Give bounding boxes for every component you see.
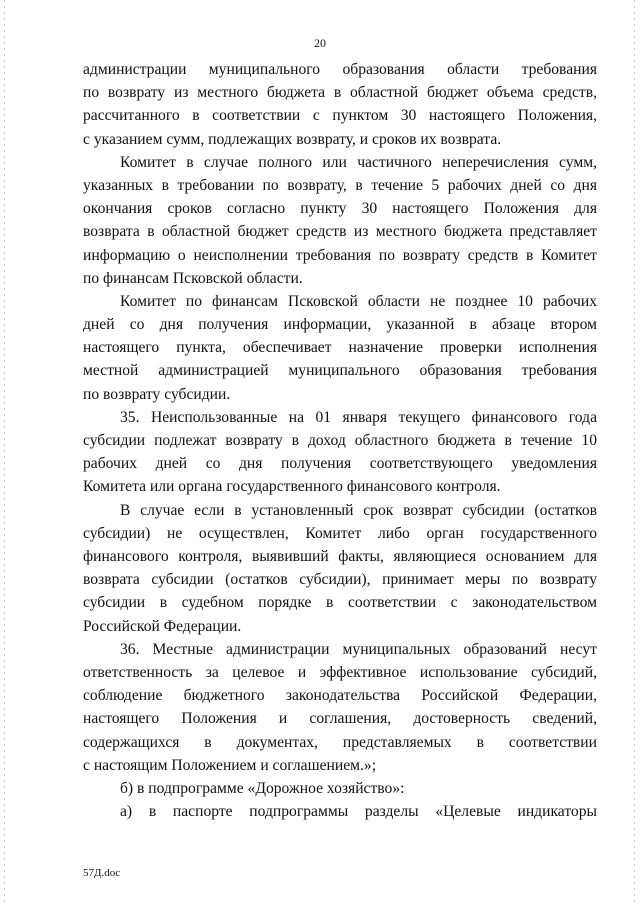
scan-edge-right bbox=[634, 0, 635, 905]
text-line: 36. Местные администрации муниципальных образований несут bbox=[120, 640, 597, 658]
text-line: окончания сроков согласно пункту 30 настоящего Положения для bbox=[83, 200, 597, 218]
text-line: рабочих дней со дня получения соответствующего уведомления bbox=[83, 455, 597, 473]
text-line: б) в подпрограмме «Дорожное хозяйство»: bbox=[120, 779, 405, 797]
footer-filename: 57Д.doc bbox=[83, 867, 121, 879]
page-number: 20 bbox=[314, 36, 326, 50]
text-line: информацию о неисполнении требования по возврату средств в Комитет bbox=[83, 246, 597, 264]
text-line: соблюдение бюджетного законодательства Российской Федерации, bbox=[83, 687, 597, 705]
text-line: по возврату из местного бюджета в областной бюджет объема средств, bbox=[83, 84, 597, 102]
text-line: а) в паспорте подпрограммы разделы «Целевые индикаторы bbox=[120, 803, 597, 821]
text-line: В случае если в установленный срок возврат субсидии (остатков bbox=[120, 501, 597, 519]
text-line: по финансам Псковской области. bbox=[83, 269, 303, 287]
text-line: Комитет в случае полного или частичного неперечисления сумм, bbox=[120, 153, 597, 171]
document-body bbox=[83, 58, 597, 823]
text-line: указанных в требовании по возврату, в течение 5 рабочих дней со дня bbox=[83, 176, 597, 194]
text-line: ответственность за целевое и эффективное использование субсидий, bbox=[83, 663, 597, 681]
text-line: настоящего Положения и соглашения, достоверность сведений, bbox=[83, 710, 597, 728]
text-line: администрации муниципального образования области требования bbox=[83, 61, 597, 78]
text-line: возврата субсидии (остатков субсидии), принимает меры по возврату bbox=[83, 571, 597, 589]
text-line: 35. Неиспользованные на 01 января текущего финансового года bbox=[120, 408, 597, 426]
text-line: Комитет по финансам Псковской области не позднее 10 рабочих bbox=[120, 292, 597, 310]
text-line: с настоящим Положением и соглашением.»; bbox=[83, 756, 377, 774]
text-line: субсидии) не осуществлен, Комитет либо орган государственного bbox=[83, 524, 597, 542]
text-line: субсидии в судебном порядке в соответствии с законодательством bbox=[83, 594, 597, 612]
scan-edge-left bbox=[4, 0, 5, 905]
text-line: содержащихся в документах, представляемых в соответствии bbox=[83, 733, 597, 751]
text-line: дней со дня получения информации, указанной в абзаце втором bbox=[83, 316, 597, 334]
text-line: местной администрацией муниципального образования требования bbox=[83, 362, 597, 380]
text-line: субсидии подлежат возврату в доход областного бюджета в течение 10 bbox=[83, 432, 597, 450]
text-line: рассчитанного в соответствии с пунктом 30 настоящего Положения, bbox=[83, 107, 597, 125]
text-line: по возврату субсидии. bbox=[83, 385, 231, 403]
text-line: Российской Федерации. bbox=[83, 617, 242, 635]
text-line: возврата в областной бюджет средств из местного бюджета представляет bbox=[83, 223, 597, 241]
text-line: настоящего пункта, обеспечивает назначение проверки исполнения bbox=[83, 339, 597, 357]
text-line: с указанием сумм, подлежащих возврату, и сроков их возврата. bbox=[83, 130, 502, 148]
text-line: финансового контроля, выявивший факты, являющиеся основанием для bbox=[83, 548, 597, 565]
text-line: Комитета или органа государственного финансового контроля. bbox=[83, 478, 501, 496]
